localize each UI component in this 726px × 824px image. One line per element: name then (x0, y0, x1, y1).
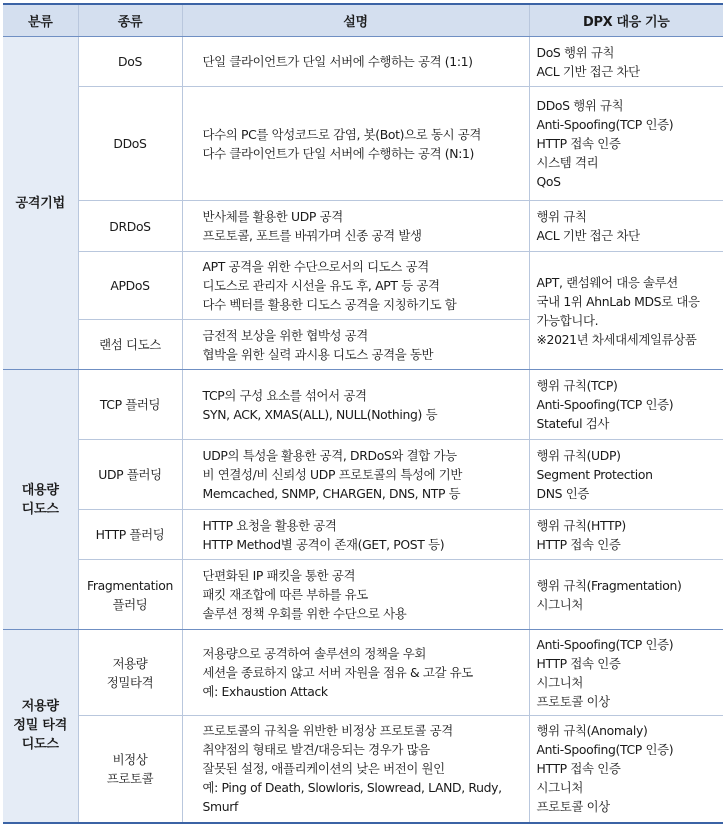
dpx-feature-cell: 행위 규칙 ACL 기반 접근 차단 (529, 201, 723, 252)
header-row (3, 4, 723, 37)
dpx-feature-cell: DDoS 행위 규칙 Anti-Spoofing(TCP 인증) HTTP 접속 인증 시스템 격리 QoS (529, 87, 723, 201)
description-cell: 저용량으로 공격하여 솔루션의 정책을 우회 세션을 종료하지 않고 서버 자원을 점유 & 고갈 유도 예: Exhaustion Attack (182, 630, 529, 716)
description-cell: APT 공격을 위한 수단으로서의 디도스 공격 디도스로 관리자 시선을 유도 후, APT 등 공격 다수 벡터를 활용한 디도스 공격을 지칭하기도 함 (182, 252, 529, 320)
type-cell: APDoS (78, 252, 182, 320)
description-cell: 단일 클라이언트가 단일 서버에 수행하는 공격 (1:1) (182, 37, 529, 87)
type-cell: UDP 플러딩 (78, 440, 182, 510)
table-row (3, 87, 723, 201)
table-row (3, 630, 723, 716)
table-row (3, 560, 723, 630)
dpx-feature-cell: APT, 랜섬웨어 대응 솔루션 국내 1위 AhnLab MDS로 대응 가능합니다. ※2021년 차세대세계일류상품 (529, 252, 723, 370)
dpx-feature-cell: Anti-Spoofing(TCP 인증) HTTP 접속 인증 시그니처 프로토콜 이상 (529, 630, 723, 716)
table-row (3, 37, 723, 87)
table-row (3, 370, 723, 440)
dpx-feature-cell: 행위 규칙(UDP) Segment Protection DNS 인증 (529, 440, 723, 510)
dpx-feature-cell: 행위 규칙(Anomaly) Anti-Spoofing(TCP 인증) HTTP 접속 인증 시그니처 프로토콜 이상 (529, 716, 723, 823)
dpx-feature-cell: 행위 규칙(Fragmentation) 시그니처 (529, 560, 723, 630)
table-row (3, 716, 723, 823)
dpx-feature-cell: DoS 행위 규칙 ACL 기반 접근 차단 (529, 37, 723, 87)
header-type: 종류 (78, 4, 182, 37)
category-volumetric-ddos: 대용량 디도스 (3, 370, 78, 630)
description-cell: 반사체를 활용한 UDP 공격 프로토콜, 포트를 바꿔가며 신종 공격 발생 (182, 201, 529, 252)
type-cell: 랜섬 디도스 (78, 320, 182, 370)
type-cell: TCP 플러딩 (78, 370, 182, 440)
description-cell: 단편화된 IP 패킷을 통한 공격 패킷 재조합에 따른 부하를 유도 솔루션 정책 우회를 위한 수단으로 사용 (182, 560, 529, 630)
type-cell: DRDoS (78, 201, 182, 252)
dpx-feature-cell: 행위 규칙(TCP) Anti-Spoofing(TCP 인증) Stateful 검사 (529, 370, 723, 440)
type-cell: 비정상 프로토콜 (78, 716, 182, 823)
ddos-attack-table (3, 3, 723, 824)
description-cell: TCP의 구성 요소를 섞어서 공격 SYN, ACK, XMAS(ALL), NULL(Nothing) 등 (182, 370, 529, 440)
type-cell: HTTP 플러딩 (78, 510, 182, 560)
description-cell: 금전적 보상을 위한 협박성 공격 협박을 위한 실력 과시용 디도스 공격을 동반 (182, 320, 529, 370)
dpx-feature-cell: 행위 규칙(HTTP) HTTP 접속 인증 (529, 510, 723, 560)
table-row (3, 252, 723, 320)
description-cell: UDP의 특성을 활용한 공격, DRDoS와 결합 가능 비 연결성/비 신뢰성 UDP 프로토콜의 특성에 기반 Memcached, SNMP, CHARGEN, DNS, NTP 등 (182, 440, 529, 510)
header-description: 설명 (182, 4, 529, 37)
table-row (3, 440, 723, 510)
category-attack-technique: 공격기법 (3, 37, 78, 370)
type-cell: DDoS (78, 87, 182, 201)
type-cell: 저용량 정밀타격 (78, 630, 182, 716)
description-cell: 다수의 PC를 악성코드로 감염, 봇(Bot)으로 동시 공격 다수 클라이언트가 단일 서버에 수행하는 공격 (N:1) (182, 87, 529, 201)
type-cell: Fragmentation 플러딩 (78, 560, 182, 630)
header-category: 분류 (3, 4, 78, 37)
category-low-volume-precision-ddos: 저용량 정밀 타격 디도스 (3, 630, 78, 823)
type-cell: DoS (78, 37, 182, 87)
table-row (3, 201, 723, 252)
header-dpx-feature: DPX 대응 기능 (529, 4, 723, 37)
description-cell: 프로토콜의 규칙을 위반한 비정상 프로토콜 공격 취약점의 형태로 발견/대응되는 경우가 많음 잘못된 설정, 애플리케이션의 낮은 버전이 원인 예: Ping of Death, Slowloris, Slowread, LAND, Rudy, Smurf (182, 716, 529, 823)
description-cell: HTTP 요청을 활용한 공격 HTTP Method별 공격이 존재(GET, POST 등) (182, 510, 529, 560)
table-row (3, 510, 723, 560)
